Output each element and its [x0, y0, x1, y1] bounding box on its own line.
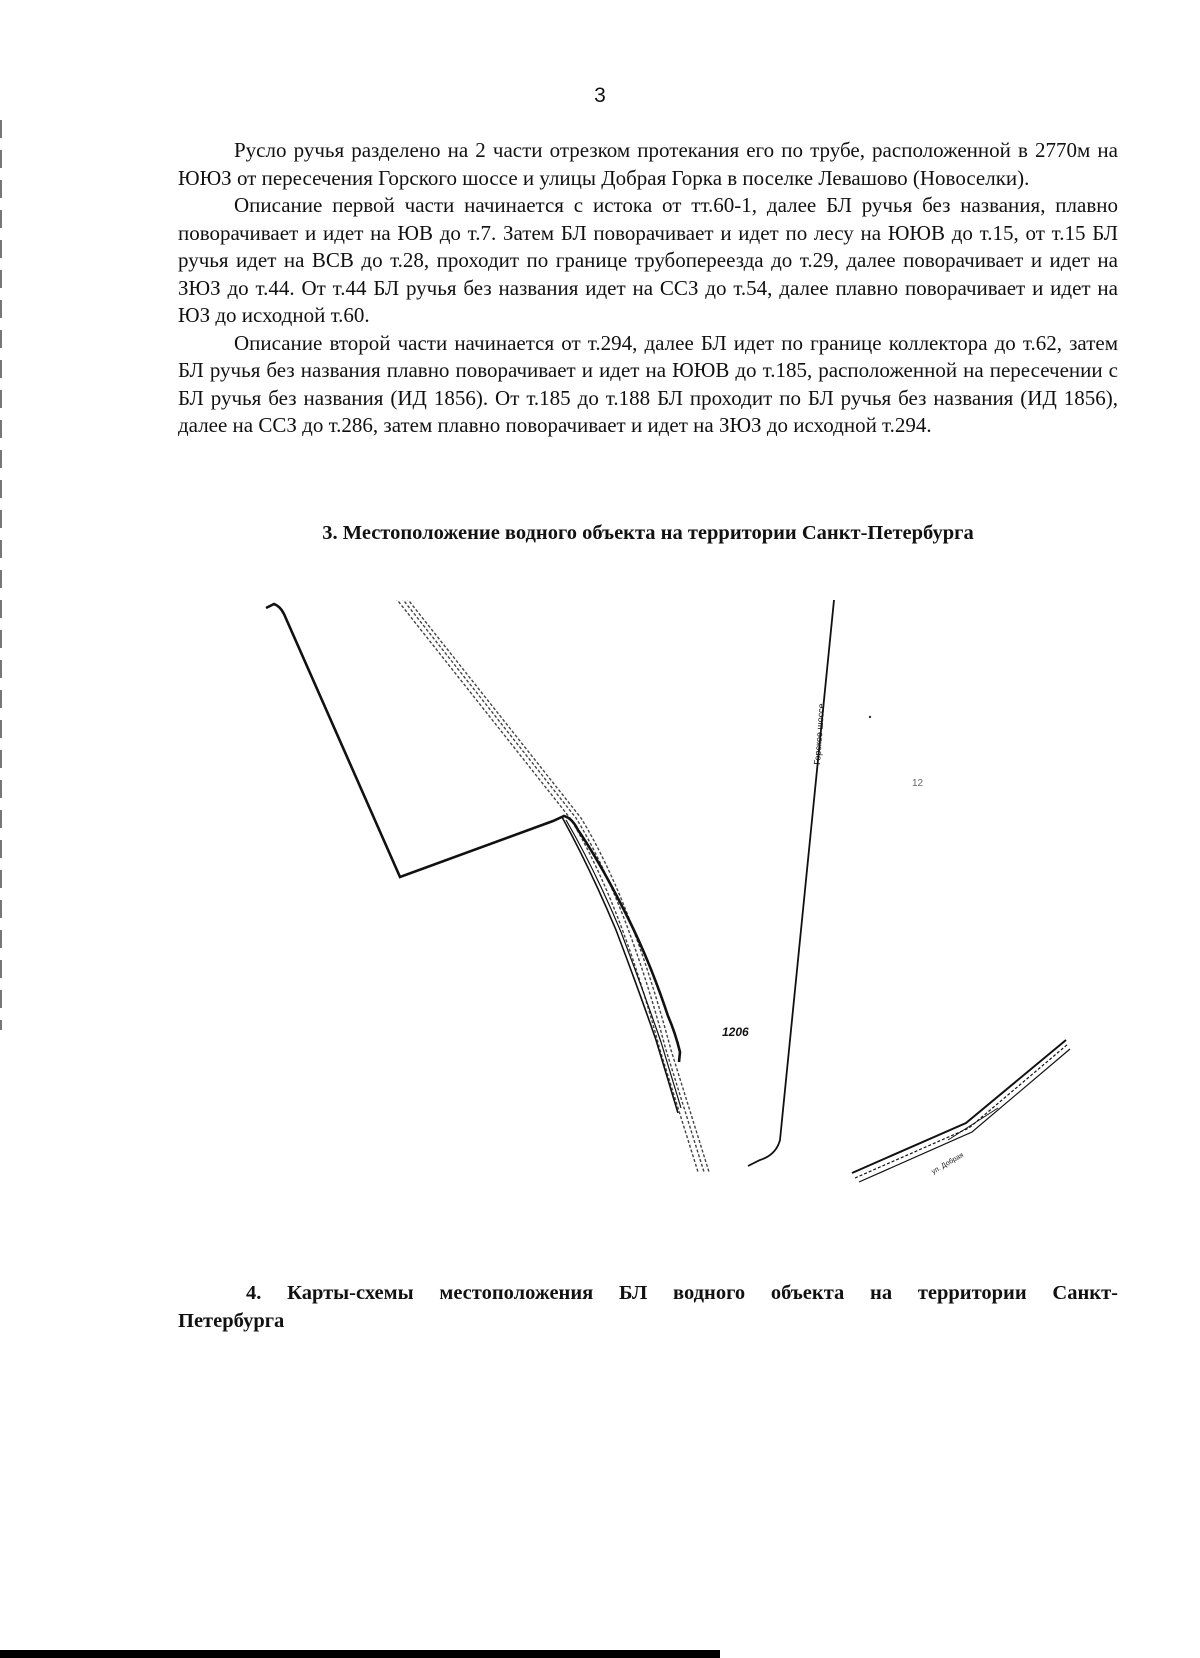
- stream-bank-line: [266, 604, 681, 1113]
- section-3-heading: 3. Местоположение водного объекта на территории Санкт-Петербурга: [322, 522, 974, 544]
- description-text: [178, 137, 1118, 440]
- map-dot: [869, 716, 871, 718]
- parcel-label: 1206: [722, 1025, 749, 1039]
- road-label: Горское шоссе: [812, 703, 827, 766]
- paragraph-2: Описание первой части начинается с истока от тт.60-1, далее БЛ ручья без названия, плавно поворачивает и идет на ЮВ до т.7. Затем БЛ поворачивает и идет по лесу на ЮЮВ до т.15, от т.15 БЛ ручья идет на ВСВ до т.28, проходит по границе трубопереезда до т.29, далее поворачивает и идет на ЗЮЗ до т.44. От т.44 БЛ ручья без названия идет на ССЗ до т.54, далее плавно поворачивает и идет на ЮЗ до исходной т.60.: [178, 193, 1118, 327]
- scan-edge-artifact: [0, 120, 2, 1030]
- location-map: [240, 600, 1140, 1240]
- scan-bottom-edge: [0, 1650, 720, 1658]
- paragraph-1: Русло ручья разделено на 2 части отрезком протекания его по трубе, расположенной в 2770м на ЮЮЗ от пересечения Горского шоссе и улицы Добрая Горка в поселке Левашово (Новоселки).: [178, 138, 1118, 190]
- railway-line: [383, 600, 709, 1172]
- paragraph-3: Описание второй части начинается от т.294, далее БЛ идет по границе коллектора до т.62, затем БЛ ручья без названия плавно поворачивает и идет на ЮЮВ до т.185, расположенной на пересечении с БЛ ручья без названия (ИД 1856). От т.185 до т.188 БЛ проходит по БЛ ручья без названия (ИД 1856), далее на ССЗ до т.286, затем плавно поворачивает и идет на ЗЮЗ до исходной т.294.: [178, 330, 1118, 437]
- section-4-heading: 4. Карты-схемы местоположения БЛ водного объекта на территории Санкт-Петербурга: [178, 1282, 1118, 1332]
- road-dobraya-street: [852, 1040, 1070, 1182]
- page-number: 3: [594, 84, 606, 107]
- street-label: ул. Добрая: [930, 1151, 965, 1176]
- small-map-label: 12: [912, 778, 924, 789]
- road-gorskoe-shosse: [748, 600, 836, 1166]
